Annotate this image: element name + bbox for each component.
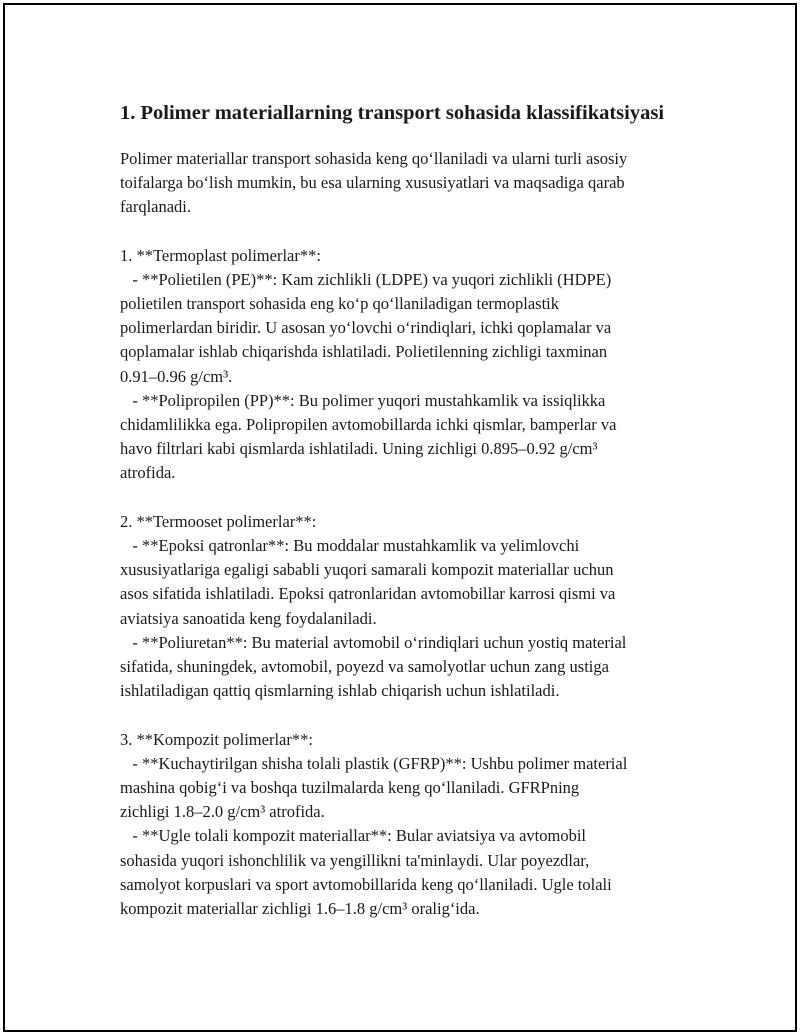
item-line: sifatida, shuningdek, avtomobil, poyezd va samolyotlar uchun zang ustiga [120, 657, 609, 677]
item-line: asos sifatida ishlatiladi. Epoksi qatronlaridan avtomobillar karrosi qismi va [120, 584, 616, 604]
item-line: - **Ugle tolali kompozit materiallar**: Bular aviatsiya va avtomobil [120, 826, 587, 846]
section-termooset [120, 510, 700, 704]
item-line: chidamlilikka ega. Polipropilen avtomobillarda ichki qismlar, bamperlar va [120, 415, 617, 435]
item-line: kompozit materiallar zichligi 1.6–1.8 g/cm³ oralig‘ida. [120, 899, 480, 919]
list-item [120, 824, 700, 921]
item-line: sohasida yuqori ishonchlilik va yengillikni ta'minlaydi. Ular poyezdlar, [120, 850, 590, 870]
item-line: 0.91–0.96 g/cm³. [120, 366, 233, 386]
list-item [120, 752, 700, 825]
item-line: - **Kuchaytirilgan shisha tolali plastik (GFRP)**: Ushbu polimer material [120, 753, 628, 773]
item-line: xususiyatlariga egaligi sababli yuqori samarali kompozit materiallar uchun [120, 560, 614, 580]
item-line: aviatsiya sanoatida keng foydalaniladi. [120, 608, 377, 628]
document-body [120, 99, 700, 921]
item-line: - **Poliuretan**: Bu material avtomobil o‘rindiqlari uchun yostiq material [120, 632, 627, 652]
item-line: qoplamalar ishlab chiqarishda ishlatiladi. Polietilenning zichligi taxminan [120, 342, 608, 362]
page-frame [3, 3, 797, 1032]
item-line: - **Polietilen (PE)**: Kam zichlikli (LDPE) va yuqori zichlikli (HDPE) [120, 269, 612, 289]
item-line: zichligi 1.8–2.0 g/cm³ atrofida. [120, 802, 325, 822]
intro-line: Polimer materiallar transport sohasida keng qo‘llaniladi va ularni turli asosiy [120, 149, 628, 168]
intro-line: farqlanadi. [120, 197, 192, 217]
intro-line: toifalarga bo‘lish mumkin, bu esa ularning xususiyatlari va maqsadiga qarab [120, 173, 625, 193]
intro-paragraph [120, 147, 700, 220]
section-gap [120, 703, 700, 727]
item-line: havo filtrlari kabi qismlarda ishlatiladi. Uning zichligi 0.895–0.92 g/cm³ [120, 439, 598, 459]
list-item [120, 268, 700, 389]
item-line: ishlatiladigan qattiq qismlarning ishlab chiqarish uchun ishlatiladi. [120, 681, 560, 701]
item-line: polietilen transport sohasida eng ko‘p qo‘llaniladigan termoplastik [120, 294, 559, 314]
item-line: - **Epoksi qatronlar**: Bu moddalar mustahkamlik va yelimlovchi [120, 536, 580, 556]
section-gap [120, 486, 700, 510]
section-heading: 3. **Kompozit polimerlar**: [120, 729, 313, 749]
section-termoplast [120, 244, 700, 486]
list-item [120, 631, 700, 704]
item-line: polimerlardan biridir. U asosan yo‘lovchi o‘rindiqlari, ichki qoplamalar va [120, 318, 612, 338]
document-title: 1. Polimer materiallarning transport sohasida klassifikatsiyasi [120, 102, 665, 124]
list-item [120, 389, 700, 486]
item-line: samolyot korpuslari va sport avtomobillarida keng qo‘llaniladi. Ugle tolali [120, 874, 612, 894]
item-line: mashina qobig‘i va boshqa tuzilmalarda keng qo‘llaniladi. GFRPning [120, 778, 580, 798]
item-line: atrofida. [120, 463, 176, 483]
section-kompozit [120, 728, 700, 922]
list-item [120, 534, 700, 631]
item-line: - **Polipropilen (PP)**: Bu polimer yuqori mustahkamlik va issiqlikka [120, 390, 606, 410]
section-heading: 2. **Termooset polimerlar**: [120, 511, 317, 531]
section-heading: 1. **Termoplast polimerlar**: [120, 245, 321, 265]
